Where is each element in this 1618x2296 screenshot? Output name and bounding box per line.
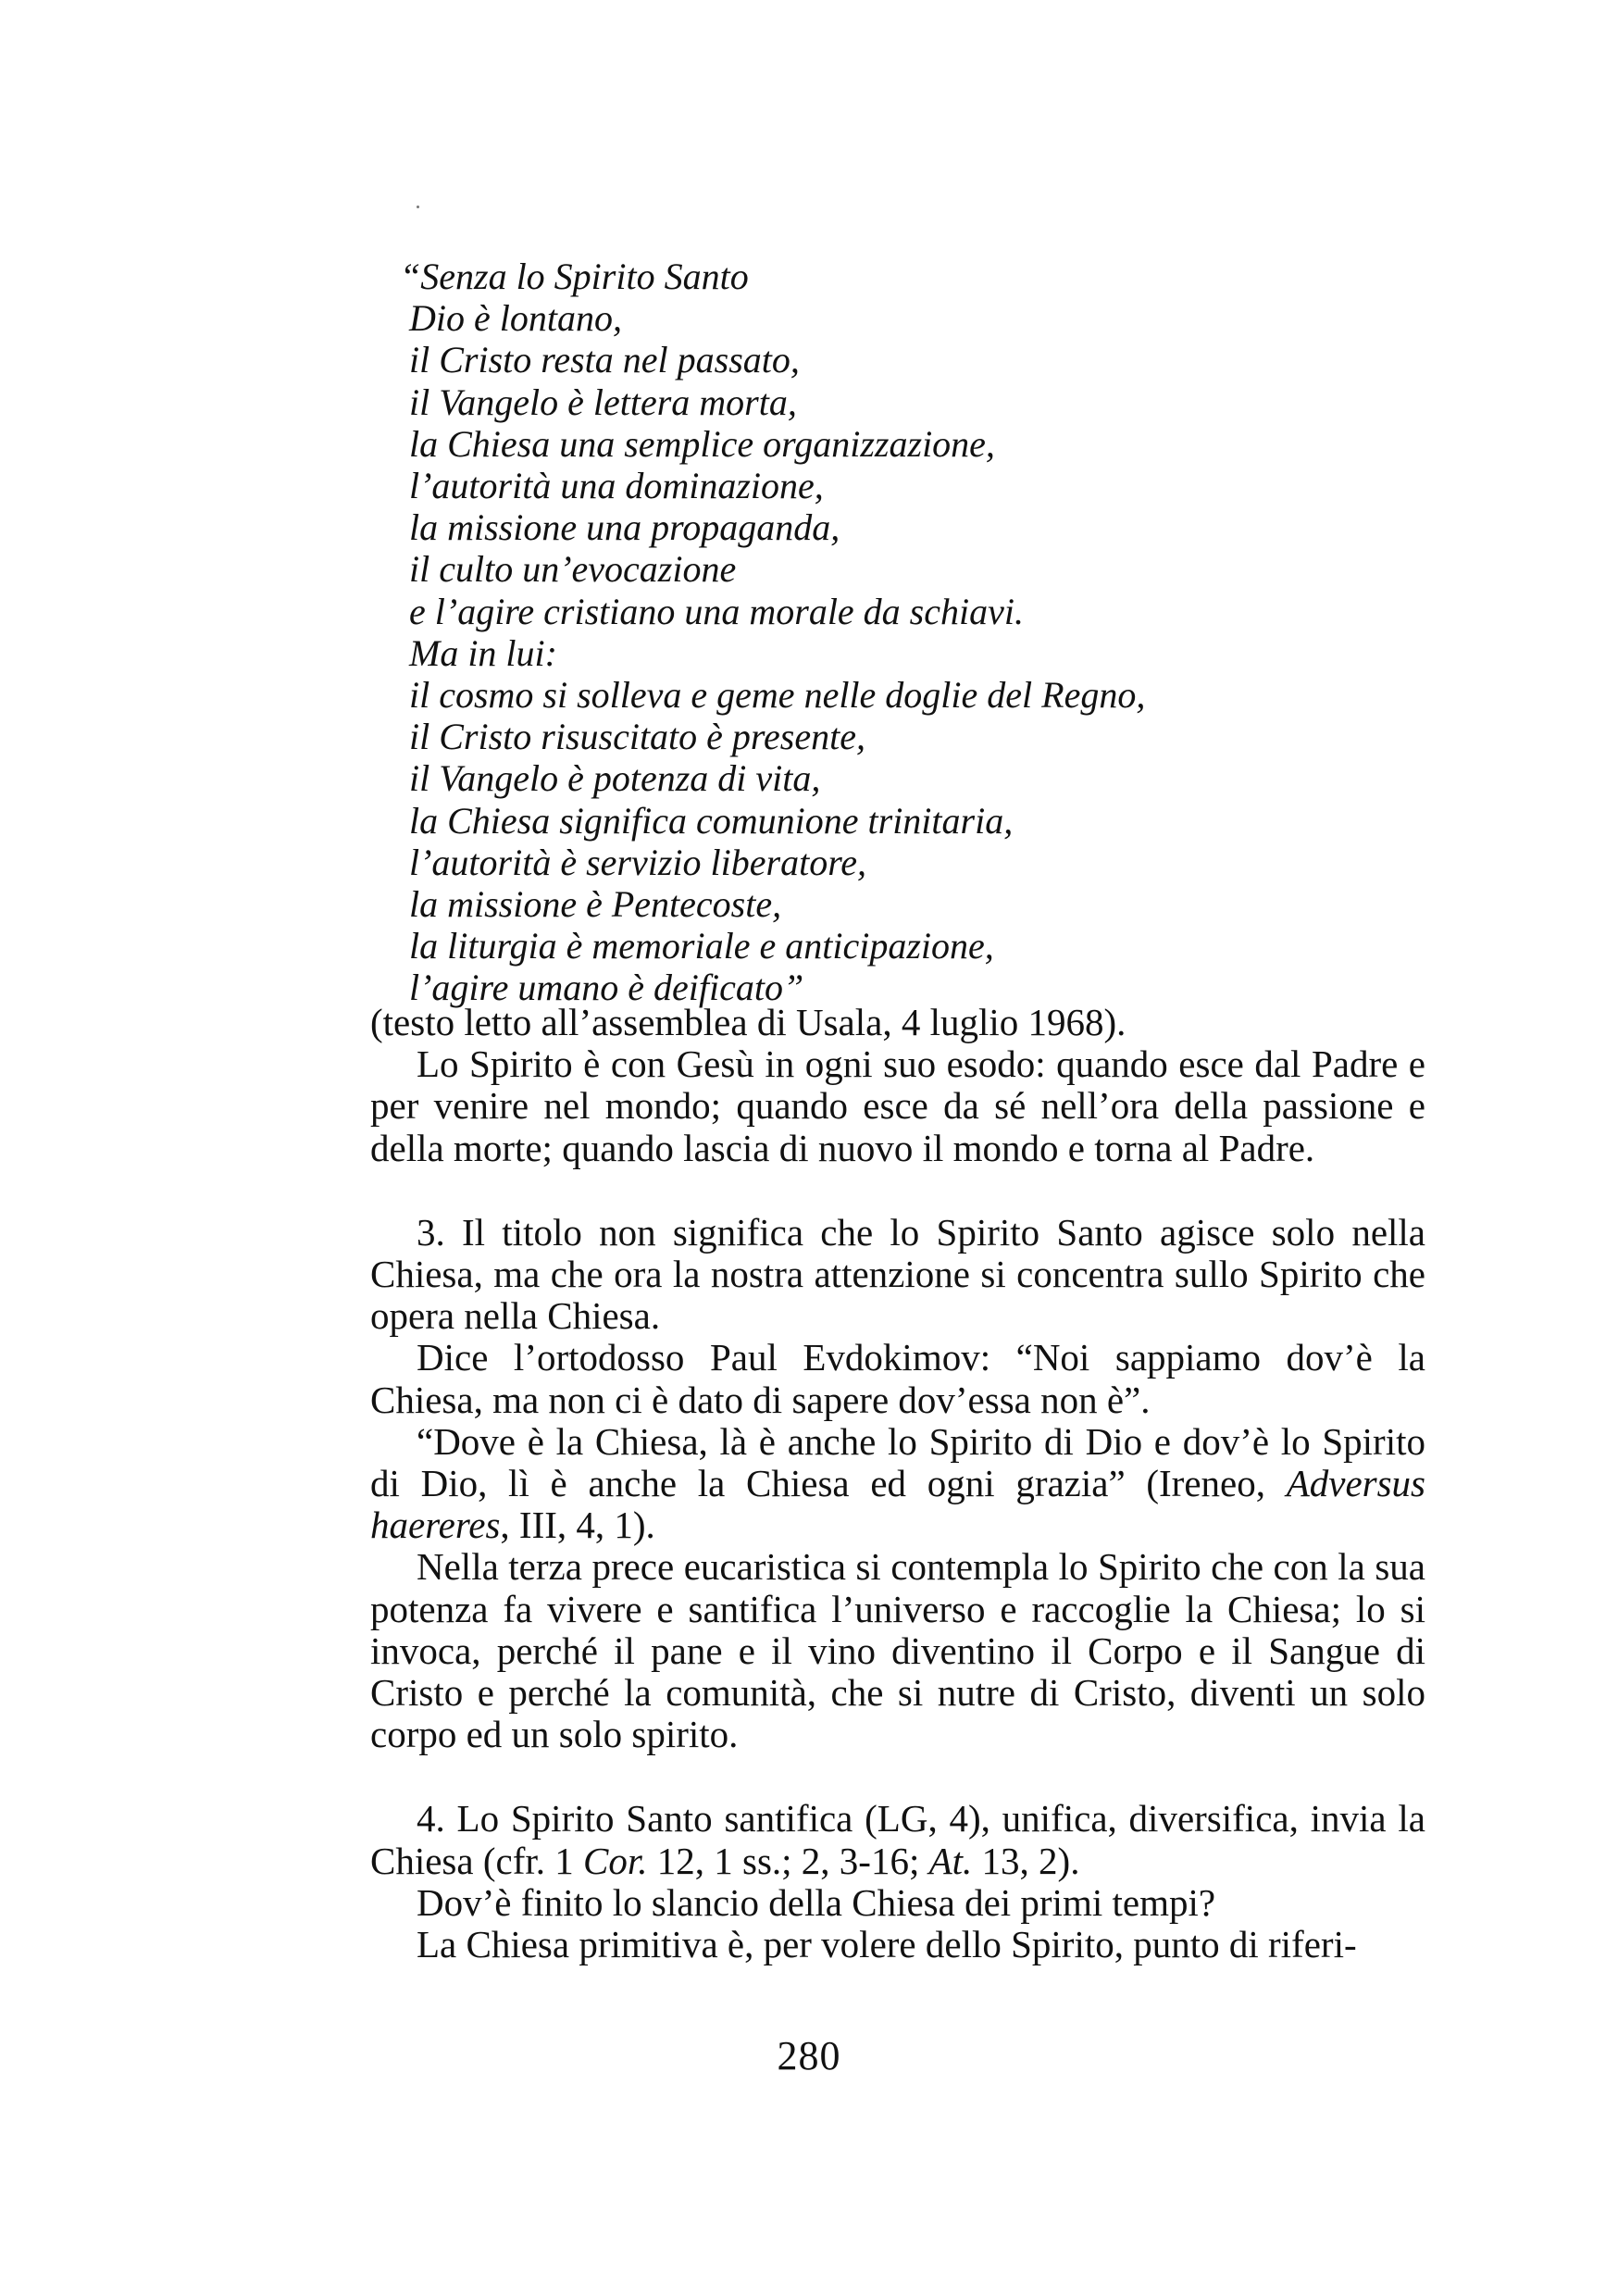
ireneo-quote: “Dove è la Chiesa, là è anche lo Spirito di Dio e dov’è lo Spirito di Dio, lì è anche la Chiesa ed ogni grazia” (Ireneo,: [370, 1419, 1425, 1505]
poem-line: l’autorità una dominazione,: [409, 465, 824, 507]
paragraph-evdokimov: Dice l’ortodosso Paul Evdokimov: “Noi sappiamo dov’è la Chiesa, ma non ci è dato di sapere dov’essa non è”.: [370, 1336, 1425, 1421]
p4-ref-end: 13, 2).: [981, 1839, 1080, 1882]
quoted-poem: [400, 256, 1146, 1009]
poem-line: e l’agire cristiano una morale da schiavi.: [409, 590, 1024, 632]
paragraph-slancio: Dov’è finito lo slancio della Chiesa dei primi tempi?: [417, 1880, 1216, 1924]
paragraph-primitiva: La Chiesa primitiva è, per volere dello Spirito, punto di riferi-: [417, 1923, 1357, 1966]
poem-line: la liturgia è memoriale e anticipazione,: [409, 925, 994, 967]
body-text: [370, 1002, 1425, 1965]
poem-line: il Vangelo è potenza di vita,: [409, 757, 821, 800]
p4-ref: 12, 1 ss.; 2, 3-16;: [656, 1839, 920, 1882]
poem-line: la missione una propaganda,: [409, 506, 840, 549]
poem-line: la Chiesa significa comunione trinitaria,: [409, 799, 1014, 842]
paragraph-4: [370, 1798, 1425, 1881]
poem-line: il Cristo resta nel passato,: [409, 339, 800, 381]
poem-line: Dio è lontano,: [409, 297, 622, 340]
p4-cor: Cor.: [582, 1839, 648, 1882]
page-number: 280: [777, 2033, 841, 2078]
poem-line: “Senza lo Spirito Santo: [400, 256, 749, 297]
p4-at: At.: [928, 1839, 973, 1882]
paragraph-prece: Nella terza prece eucaristica si contempla lo Spirito che con la sua potenza fa vivere e santifica l’universo e raccoglie la Chiesa; lo si invoca, perché il pane e il vino diventino il Corpo e il Sangue di Cristo e perché la comunità, che si nutre di Cristo, diventi un solo corpo ed un solo spirito.: [370, 1545, 1425, 1756]
ireneo-reference: , III, 4, 1).: [500, 1504, 655, 1547]
paragraph-ireneo: [370, 1421, 1425, 1547]
paragraph-3: 3. Il titolo non significa che lo Spirito Santo agisce solo nella Chiesa, ma che ora la nostra attenzione si concentra sullo Spirito che opera nella Chiesa.: [370, 1210, 1425, 1338]
poem-line: la missione è Pentecoste,: [409, 883, 782, 926]
scan-speck: [417, 206, 419, 208]
poem-line: l’agire umano è deificato”: [409, 967, 804, 1009]
p4-text: 4. Lo Spirito Santo santifica (LG, 4), unifica, diversifica, invia la Chiesa (cfr. 1: [370, 1797, 1425, 1882]
poem-line: il Vangelo è lettera morta,: [409, 381, 797, 423]
poem-citation: (testo letto all’assemblea di Usala, 4 luglio 1968).: [370, 1001, 1126, 1043]
poem-line: la Chiesa una semplice organizzazione,: [409, 422, 995, 465]
poem-line: il cosmo si solleva e geme nelle doglie del Regno,: [409, 674, 1146, 717]
ireneo-work-title: Adversus haereres: [370, 1462, 1426, 1547]
poem-line: il culto un’evocazione: [409, 548, 737, 591]
poem-line: il Cristo risuscitato è presente,: [409, 716, 865, 758]
paragraph-esodo: Lo Spirito è con Gesù in ogni suo esodo: quando esce dal Padre e per venire nel mondo; quando esce da sé nell’ora della passione e della morte; quando lascia di nuovo il mondo e torna al Padre.: [370, 1042, 1425, 1169]
poem-line: l’autorità è servizio liberatore,: [409, 841, 867, 883]
poem-line: Ma in lui:: [409, 631, 557, 674]
